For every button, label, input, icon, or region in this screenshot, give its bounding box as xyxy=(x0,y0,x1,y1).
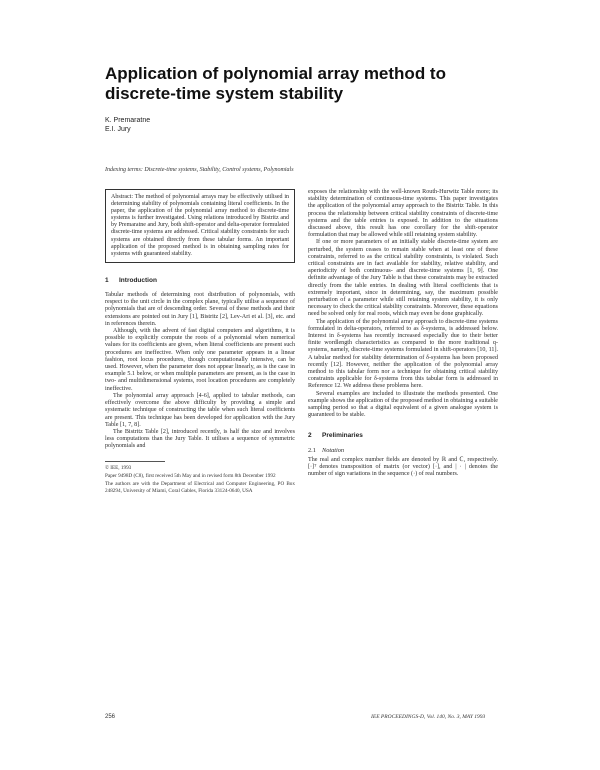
subsection-heading xyxy=(308,447,498,454)
journal-footer: IEE PROCEEDINGS-D, Vol. 140, No. 3, MAY 1993 xyxy=(371,714,486,720)
footnote-paper-note: Paper 9498D (C8), first received 5th May and in revised form 8th December 1992 xyxy=(105,472,276,479)
author-name: E.I. Jury xyxy=(105,126,131,133)
abstract-label: Abstract: xyxy=(111,194,133,200)
body-paragraph: The Bistritz Table [2], introduced recently, is half the size and involves less computations than the Jury Table. It utilises a sequence of symmetric polynomials and xyxy=(105,428,295,450)
footnote-divider xyxy=(105,461,165,462)
body-paragraph: Although, with the advent of fast digital computers and algorithms, it is possible to explicitly compute the roots of a polynomial when numerical values for its coefficients are given, when literal coefficients are present such procedures are ineffective. When only one parameter appears in a linear fashion, root locus procedures, though computationally intensive, can be used. However, when the parameter does not appear linearly, as is the case in example 5.1 below, or when multiple parameters are present, as is the case in two- and multidimensional systems, root location procedures are completely ineffective. xyxy=(105,328,295,392)
footnote xyxy=(105,465,295,495)
section-heading xyxy=(308,432,498,439)
author-name: K. Premaratne xyxy=(105,117,151,124)
abstract-text: The method of polynomial arrays may be effectively utilised in determining stability of polynomials containing literal coefficients. In the paper, the application of the polynomial array method to discrete-time systems is further investigated. Using relations introduced by Bistritz and by Premaratne and Jury, both shift-operator and delta-operator formulated discrete-time systems are addressed. Critical stability constraints for such systems are obtained directly from these tabular forms. An important application of the proposed method is in obtaining sampling rates for systems with guaranteed stability. xyxy=(111,194,289,257)
body-paragraph: The real and complex number fields are denoted by ℝ and ℂ, respectively. [·]ᵀ denotes transposition of matrix (or vector) [·], and | · | denotes the number of sign variations in the sequence (·) of real numbers. xyxy=(308,456,498,478)
subsection-title: Notation xyxy=(322,446,345,454)
body-paragraph: The polynomial array approach [4-6], applied to tabular methods, can effectively overcome the above difficulty by providing a simple and systematic technique of constructing the table when such literal coefficients are present. This technique has been developed for application with the Jury Table [1, 7, 8]. xyxy=(105,392,295,428)
indexing-terms xyxy=(105,166,505,174)
body-paragraph: Tabular methods of determining root distribution of polynomials, with respect to the unit circle in the complex plane, typically utilise a sequence of polynomials that are of descending order. Several of these methods and their extensions are pointed out in Jury [1], Bistritz [2], Lev-Ari et al. [3], etc. and in references therein. xyxy=(105,292,295,327)
body-paragraph: The application of the polynomial array approach to discrete-time systems formulated in delta-operators, referred to as δ-systems, is addressed below. Interest in δ-systems has recently increased especially due to their better finite wordlength characteristics as compared to the more traditional q-systems, namely, discrete-time systems formulated in shift-operators [10, 11]. A tabular method for stability determination of δ-systems has been proposed recently [12]. However, neither the application of the polynomial array method to this tabular form nor a technique for obtaining critical stability constraints applicable for δ-systems from this tabular form is addressed in Reference 12. We address these problems here. xyxy=(308,318,498,390)
section-heading xyxy=(105,277,295,284)
section-number: 1 xyxy=(105,276,109,284)
indexing-terms-label: Indexing terms: xyxy=(105,167,143,173)
author-list xyxy=(105,116,150,134)
section-title: Introduction xyxy=(119,276,157,284)
body-paragraph: If one or more parameters of an initially stable discrete-time system are perturbed, the system ceases to remain stable when at least one of these constraints, referred to as the critical stability constraints, is violated. Such critical constraints are in fact available for stability, relative stability, and aperiodicity of both continuous- and discrete-time systems [1, 9]. One definite advantage of the Jury Table is that these constraints may be extracted directly from the table entries. In dealing with literal coefficients that is extremely important, since in determining, say, the maximum possible perturbation of a parameter while still retaining system stability, it is only necessary to check the critical stability constraints. Moreover, these equations need be solved only for real roots, which may even be done graphically. xyxy=(308,239,498,318)
subsection-number: 2.1 xyxy=(308,446,316,454)
abstract-box xyxy=(105,189,295,263)
left-column xyxy=(105,189,295,494)
page-number: 256 xyxy=(105,714,116,720)
indexing-terms-text: Discrete-time systems, Stability, Control systems, Polynomials xyxy=(144,167,294,173)
body-paragraph: exposes the relationship with the well-known Routh-Hurwitz Table more; its stability determination of continuous-time systems. This paper investigates the application of the polynomial array approach to the Bistritz Table. In this process the relationship between critical stability constraints of discrete-time systems and the table entries is exposed. In addition to the situations discussed above, this result has one corollary for the shift-operator formulation that may be allowed while still retaining system stability. xyxy=(308,189,498,239)
paper-title: Application of polynomial array method to discrete-time system stability xyxy=(105,64,446,103)
footnote-affiliation: The authors are with the Department of Electrical and Computer Engineering, PO Box 248294, University of Miami, Coral Gables, Florida 33124-0640, USA xyxy=(105,481,295,494)
right-column xyxy=(308,189,498,479)
section-title: Preliminaries xyxy=(322,431,363,439)
section-number: 2 xyxy=(308,431,312,439)
body-paragraph: Several examples are included to illustrate the methods presented. One example shows the application of the proposed method in obtaining a suitable sampling period so that a digital equivalent of a given analogue system is guaranteed to be stable. xyxy=(308,390,498,419)
footnote-copyright: © IEE, 1993 xyxy=(105,464,132,471)
